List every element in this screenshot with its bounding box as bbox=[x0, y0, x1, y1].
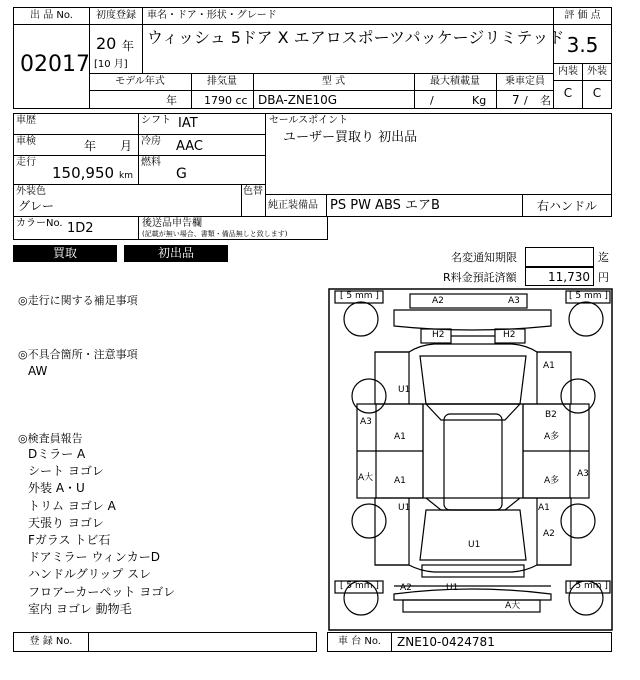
sales-point-label: セールスポイント bbox=[269, 115, 349, 126]
model-code: DBA-ZNE10G bbox=[258, 93, 338, 107]
tire-front-left-label: [ 5 mm ] bbox=[340, 291, 379, 301]
rear-window bbox=[426, 498, 520, 510]
mark-bumper-rear-left: A2 bbox=[400, 583, 412, 593]
rear-bumper bbox=[394, 589, 551, 600]
chassis-no: ZNE10-0424781 bbox=[397, 635, 495, 649]
inspector-list bbox=[28, 446, 175, 618]
inspector-item: Fガラス トビ石 bbox=[28, 533, 111, 548]
fuel: G bbox=[176, 166, 187, 182]
max-load-unit: Kg bbox=[472, 94, 487, 107]
wheel-lower-left bbox=[352, 504, 386, 538]
history-label: 車歴 bbox=[16, 115, 36, 126]
inspector-item: 室内 ヨゴレ 動物毛 bbox=[28, 601, 132, 616]
mark-rear-fender-right: A1 bbox=[538, 503, 550, 513]
capacity: 7 bbox=[512, 93, 520, 107]
back-door bbox=[420, 510, 526, 560]
wheel-front-right bbox=[569, 302, 603, 336]
sales-point: ユーザー買取り 初出品 bbox=[283, 130, 418, 145]
tag-buyback: 買取 bbox=[13, 245, 117, 262]
post-report-label: 後送品申告欄 bbox=[142, 218, 202, 229]
inspector-item: 天張り ヨゴレ bbox=[28, 515, 104, 530]
max-load-slash: / bbox=[430, 94, 434, 107]
color-change-label: 色替 bbox=[243, 186, 263, 197]
roof bbox=[444, 414, 502, 510]
driving-notes-label: ◎走行に関する補足事項 bbox=[18, 294, 138, 307]
inspection-label: 車検 bbox=[16, 136, 36, 147]
mileage: 150,950 bbox=[52, 164, 115, 182]
fuel-label: 燃料 bbox=[141, 157, 161, 168]
inspector-label: ◎検査員報告 bbox=[18, 432, 83, 445]
lot-number-label: 出 品 No. bbox=[30, 10, 73, 21]
car-name-label: 車名・ドア・形状・グレード bbox=[147, 10, 277, 21]
interior-grade: C bbox=[563, 86, 573, 100]
wheel-mid-right bbox=[561, 379, 595, 413]
max-load-label: 最大積載量 bbox=[430, 76, 480, 87]
model-year-unit: 年 bbox=[166, 94, 177, 107]
model-year-label: モデル年式 bbox=[115, 76, 165, 87]
mark-door-front-right-2: A多 bbox=[544, 432, 560, 442]
displacement: 1790 cc bbox=[204, 94, 248, 107]
shift: IAT bbox=[178, 116, 198, 131]
mark-rear-fender-left: U1 bbox=[398, 503, 411, 513]
front-bumper bbox=[394, 310, 551, 330]
notice-unit: 迄 bbox=[598, 251, 609, 264]
mark-rear-quarter-right: A2 bbox=[543, 529, 555, 539]
car-name: ウィッシュ 5ドア X エアロスポーツパッケージリミテッド bbox=[147, 28, 565, 47]
body-front bbox=[375, 344, 571, 404]
lot-number: 02017 bbox=[20, 52, 90, 77]
steering: 右ハンドル bbox=[536, 199, 597, 213]
displacement-label: 排気量 bbox=[207, 76, 237, 87]
inspector-item: フロアーカーペット ヨゴレ bbox=[28, 584, 176, 599]
inspector-item: シート ヨゴレ bbox=[28, 464, 104, 479]
exterior-label: 外装 bbox=[587, 66, 607, 77]
tire-front-right-label: [ 5 mm ] bbox=[569, 291, 608, 301]
mark-door-rear-right: A多 bbox=[544, 476, 560, 486]
post-report-note: (記載が無い場合、書類・備品無しと致します) bbox=[142, 230, 288, 238]
first-reg-label: 初度登録 bbox=[96, 10, 136, 21]
mark-door-front-right-1: B2 bbox=[545, 410, 557, 420]
recycle-label: R料金預託済額 bbox=[443, 271, 517, 284]
exterior-grade: C bbox=[592, 86, 602, 100]
model-code-label: 型 式 bbox=[321, 76, 346, 87]
mark-headlight-right: H2 bbox=[503, 330, 516, 340]
registration-value-cell bbox=[88, 632, 317, 652]
mark-sill-left: A3 bbox=[360, 417, 372, 427]
mark-bumper-rear-center: U1 bbox=[446, 583, 459, 593]
mileage-unit: km bbox=[119, 171, 133, 181]
diagram-frame bbox=[329, 289, 612, 630]
tire-rear-left-label: [ 5 mm ] bbox=[340, 581, 379, 591]
tire-rear-right-label: [ 5 mm ] bbox=[569, 581, 608, 591]
first-reg-month: [10 月] bbox=[94, 59, 128, 70]
ac-label: 冷房 bbox=[141, 136, 161, 147]
wheel-front-left bbox=[344, 302, 378, 336]
equipment-label: 純正装備品 bbox=[268, 200, 318, 211]
exterior-color: グレー bbox=[18, 199, 55, 213]
mark-sill-right: A3 bbox=[577, 469, 589, 479]
notice-label: 名変通知期限 bbox=[451, 251, 517, 264]
ac: AAC bbox=[176, 139, 203, 154]
recycle-value: 11,730 bbox=[548, 270, 590, 284]
capacity-slash: / bbox=[524, 94, 528, 107]
inspector-item: 外装 A・U bbox=[28, 481, 85, 496]
hood bbox=[420, 356, 526, 404]
wheel-lower-right bbox=[561, 504, 595, 538]
capacity-unit: 名 bbox=[540, 94, 551, 107]
mark-fender-front-right: A1 bbox=[543, 361, 555, 371]
inspector-item: ドアミラー ウィンカーD bbox=[28, 550, 160, 565]
score-label: 評 価 点 bbox=[564, 10, 601, 21]
mark-bumper-rear-lower: A大 bbox=[505, 601, 521, 611]
defects-label: ◎不具合箇所・注意事項 bbox=[18, 348, 138, 361]
first-reg-year-unit: 年 bbox=[122, 39, 135, 53]
mark-headlight-left: H2 bbox=[432, 330, 445, 340]
mark-quarter-left: A大 bbox=[358, 473, 374, 483]
recycle-unit: 円 bbox=[598, 271, 609, 284]
inspector-item: ハンドルグリップ スレ bbox=[28, 567, 152, 582]
exterior-color-label: 外装色 bbox=[16, 186, 46, 197]
mark-bumper-front-left: A2 bbox=[432, 296, 444, 306]
inspection-month-unit: 月 bbox=[120, 139, 133, 153]
wheel-mid-left bbox=[352, 379, 386, 413]
mark-fender-front-left: U1 bbox=[398, 385, 411, 395]
rear-plate bbox=[422, 565, 524, 577]
inspector-item: トリム ヨゴレ A bbox=[28, 498, 116, 513]
mark-bumper-front-right: A3 bbox=[508, 296, 520, 306]
registration-label: 登 録 No. bbox=[29, 636, 73, 647]
shift-label: シフト bbox=[141, 115, 171, 126]
interior-label: 内装 bbox=[558, 66, 578, 77]
defects: AW bbox=[28, 364, 48, 378]
capacity-label: 乗車定員 bbox=[505, 76, 545, 87]
equipment: PS PW ABS エアB bbox=[330, 198, 440, 213]
mileage-label: 走行 bbox=[16, 157, 36, 168]
first-reg-year: 20 bbox=[96, 34, 117, 53]
windshield bbox=[426, 404, 520, 420]
color-no-label: カラーNo. bbox=[16, 218, 63, 229]
tag-first-listing: 初出品 bbox=[124, 245, 228, 262]
inspection-year-unit: 年 bbox=[84, 139, 97, 153]
mark-back-door: U1 bbox=[468, 540, 481, 550]
score: 3.5 bbox=[566, 33, 599, 57]
mark-door-front-left: A1 bbox=[394, 432, 406, 442]
chassis-label: 車 台 No. bbox=[338, 636, 381, 647]
front-fender-left bbox=[375, 352, 409, 404]
color-no: 1D2 bbox=[67, 221, 94, 236]
front-fender-right bbox=[537, 352, 571, 404]
notice-box bbox=[525, 247, 594, 267]
mark-door-rear-left: A1 bbox=[394, 476, 406, 486]
inspector-item: Dミラー A bbox=[28, 447, 86, 461]
